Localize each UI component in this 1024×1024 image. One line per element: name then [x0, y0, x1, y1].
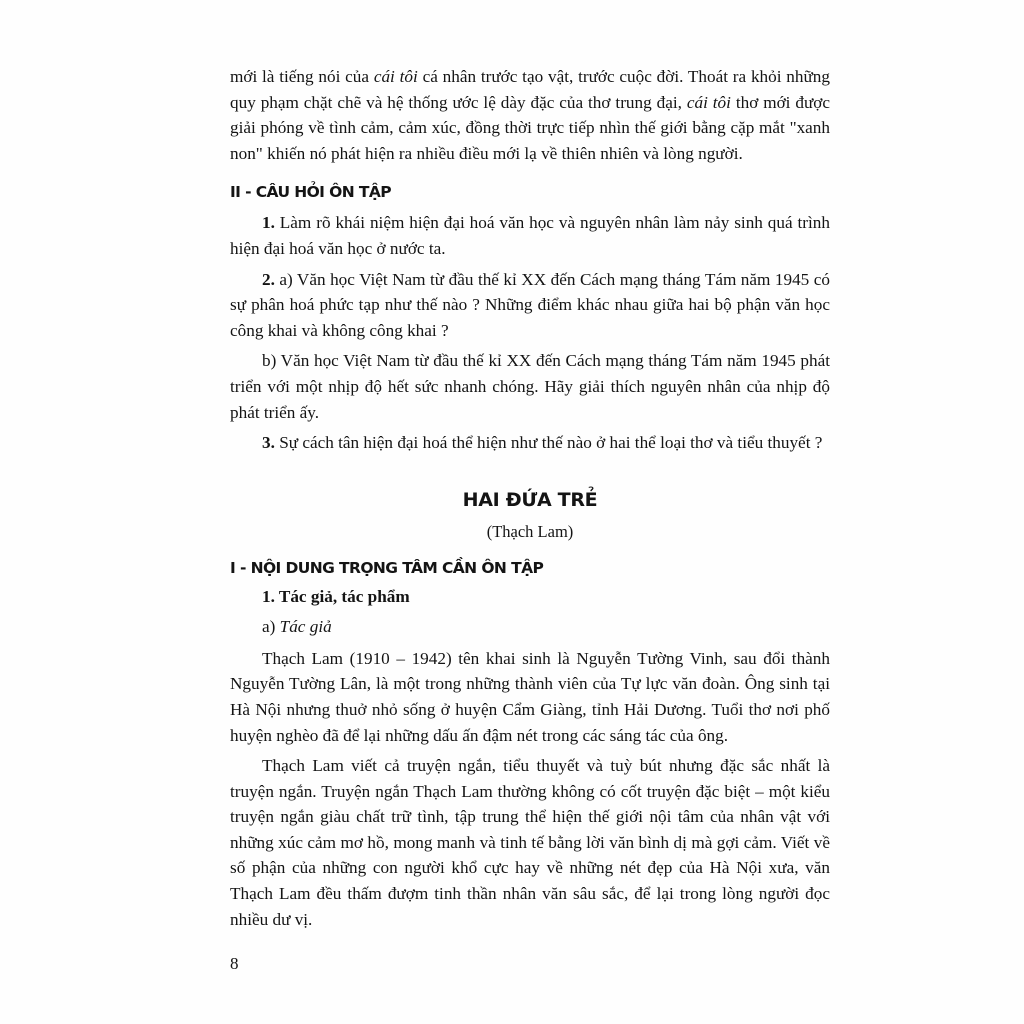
subsection-author-work: 1. Tác giả, tác phẩm: [262, 586, 410, 606]
author-bio-paragraph: Thạch Lam (1910 – 1942) tên khai sinh là Nguyễn Tường Vinh, sau đổi thành Nguyễn Tường Lân, là một trong những thành viên của Tự lực văn đoàn. Ông sinh tại Hà Nội nhưng thuở nhỏ sống ở huyện Cẩm Giàng, tỉnh Hải Dương. Tuổi thơ nơi phố huyện nghèo đã để lại những dấu ấn đậm nét trong các sáng tác của ông.: [230, 648, 830, 745]
lesson-title: HAI ĐỨA TRẺ: [462, 488, 598, 511]
text-span: mới là tiếng nói của: [230, 67, 374, 86]
question-text: Sự cách tân hiện đại hoá thể hiện như thế nào ở hai thể loại thơ và tiểu thuyết ?: [274, 433, 823, 453]
author-style-paragraph: Thạch Lam viết cả truyện ngắn, tiểu thuyết và tuỳ bút nhưng đặc sắc nhất là truyện ngắn. Truyện ngắn Thạch Lam thường không có cốt truyện đặc biệt – một kiểu truyện ngắn giàu chất trữ tình, tập trung thể hiện thế giới nội tâm của nhân vật với những xúc cảm mơ hồ, mong manh và tinh tế bằng lời văn bình dị mà gợi cảm. Viết về số phận của những con người khổ cực hay về những nét đẹp của Hà Nội xưa, văn Thạch Lam đều thấm đượm tinh thần nhân văn sâu sắc, để lại trong lòng người đọc nhiều dư vị.: [230, 756, 830, 929]
item-author: [230, 614, 830, 640]
item-label: a): [262, 616, 280, 636]
text-span: cá nhân trước tạo vật, trước cuộc đời. Thoát ra khỏi những quy phạm chặt chẽ và hệ thống ước lệ dày đặc của thơ trung đại,: [230, 67, 830, 112]
lesson-author: (Thạch Lam): [486, 521, 574, 541]
intro-paragraph: [230, 64, 830, 166]
emphasis-cai-toi: cái tôi: [373, 67, 418, 86]
question-text: Làm rõ khái niệm hiện đại hoá văn học và nguyên nhân làm nảy sinh quá trình hiện đại hoá văn học ở nước ta.: [230, 213, 830, 258]
question-number: 2.: [262, 269, 275, 289]
question-text: a) Văn học Việt Nam từ đầu thế kỉ XX đến Cách mạng tháng Tám năm 1945 có sự phân hoá phức tạp như thế nào ? Những điểm khác nhau giữa hai bộ phận văn học công khai và không công khai ?: [230, 269, 830, 340]
page-number: 8: [230, 954, 239, 973]
question-2a: [230, 267, 830, 344]
question-3: [230, 430, 830, 456]
question-1: [230, 210, 830, 261]
item-title: Tác giả: [279, 616, 332, 636]
emphasis-cai-toi: cái tôi: [686, 92, 731, 112]
section-heading-core-content: I - NỘI DUNG TRỌNG TÂM CẦN ÔN TẬP: [230, 558, 544, 577]
question-2b: [230, 348, 830, 425]
text-span: thơ mới được giải phóng về tình cảm, cảm xúc, đồng thời trực tiếp nhìn thế giới bằng cặp mắt "xanh non" khiến nó phát hiện ra nhiều điều mới lạ về thiên nhiên và lòng người.: [230, 92, 830, 163]
question-number: 1.: [262, 213, 275, 233]
section-heading-review-questions: II - CÂU HỎI ÔN TẬP: [230, 183, 392, 202]
question-text: b) Văn học Việt Nam từ đầu thế kỉ XX đến Cách mạng tháng Tám năm 1945 phát triển với một nhịp độ hết sức nhanh chóng. Hãy giải thích nguyên nhân của nhịp độ phát triển ấy.: [230, 351, 830, 422]
question-number: 3.: [262, 433, 275, 453]
page-content: [230, 64, 830, 932]
